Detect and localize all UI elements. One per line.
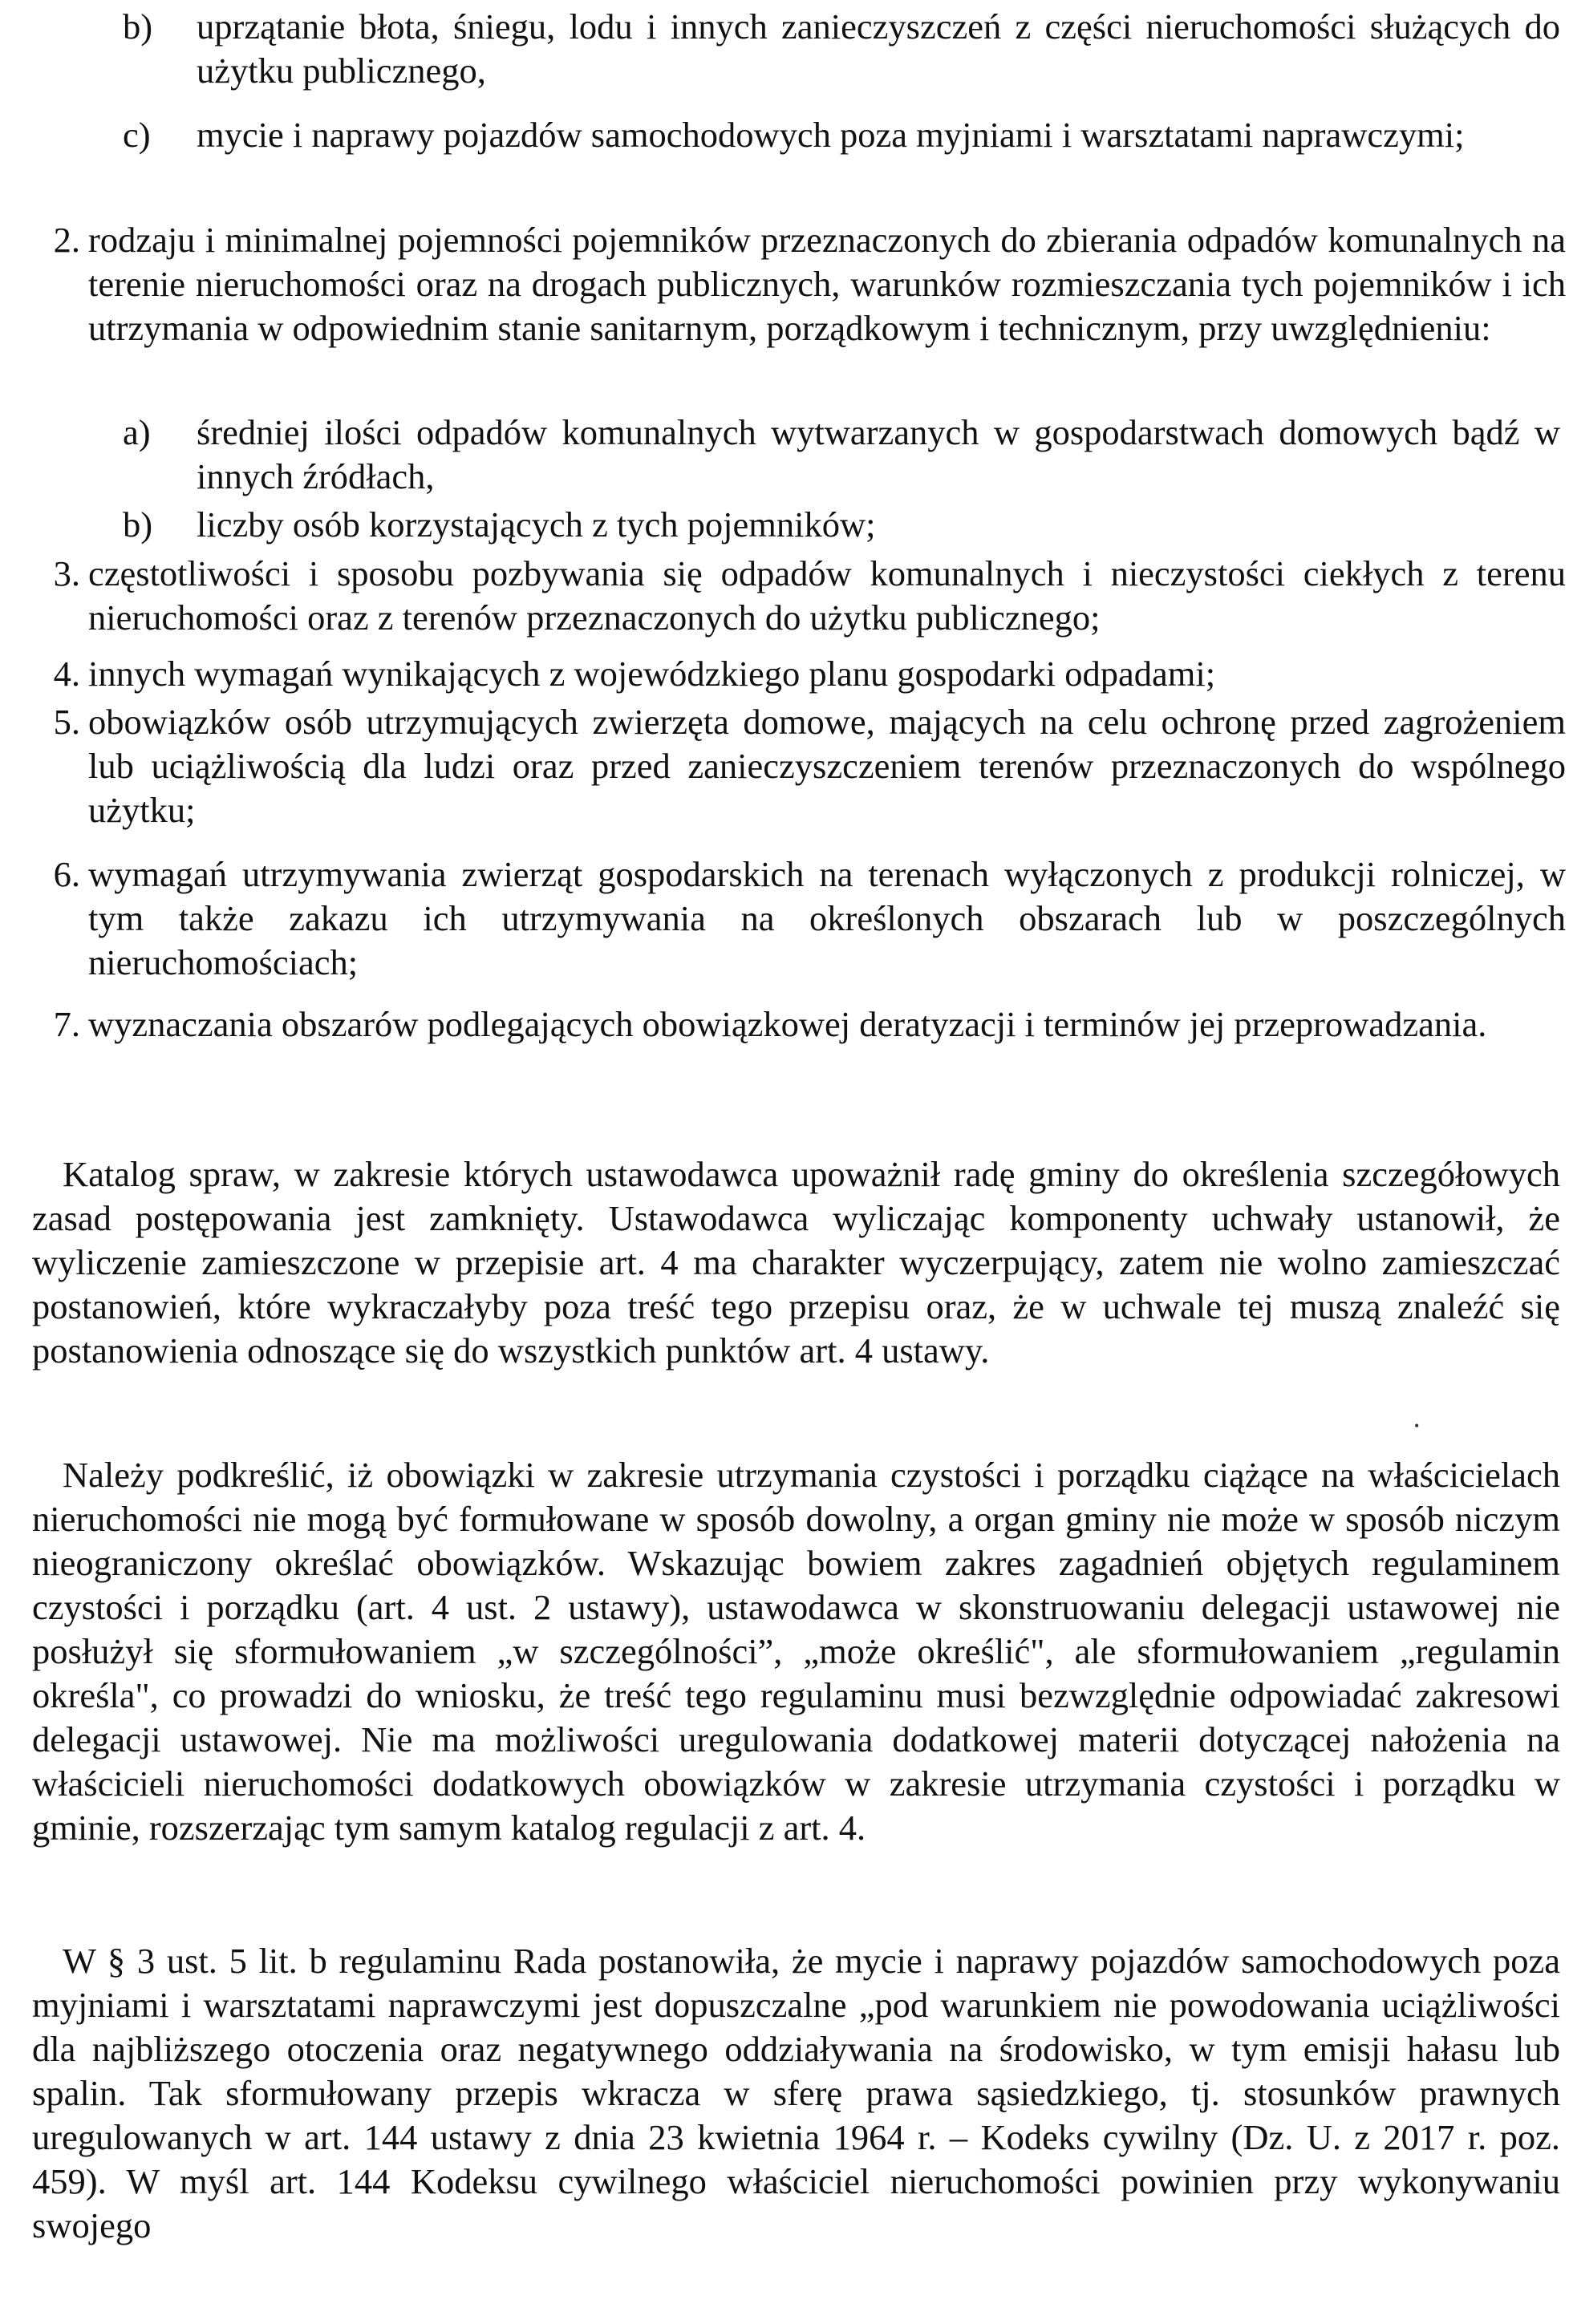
list-marker: 5. — [53, 702, 80, 742]
list-subitem-2a — [123, 411, 1560, 499]
list-text: wyznaczania obszarów podlegających obowiązkowej deratyzacji i terminów jej przeprowadzania. — [88, 1004, 1487, 1044]
list-text: średniej ilości odpadów komunalnych wytwarzanych w gospodarstwach domowych bądź w innych źródłach, — [197, 412, 1560, 496]
paragraph-catalog: Katalog spraw, w zakresie których ustawodawca upoważnił radę gminy do określenia szczegółowych zasad postępowania jest zamknięty. Ustawodawca wyliczając komponenty uchwały ustanowił, że wyliczenie zamieszczone w przepisie art. 4 ma charakter wyczerpujący, zatem nie wolno zamieszczać postanowień, które wykraczałyby poza treść tego przepisu oraz, że w uchwale tej muszą znaleźć się postanowienia odnoszące się do wszystkich punktów art. 4 ustawy. — [32, 1154, 1560, 1371]
list-item-3 — [53, 552, 1566, 640]
list-marker: 3. — [53, 553, 80, 593]
list-marker: b) — [123, 504, 153, 545]
list-text: uprzątanie błota, śniegu, lodu i innych zanieczyszczeń z części nieruchomości służących do użytku publicznego, — [197, 6, 1560, 91]
list-subitem-2b — [123, 503, 1560, 547]
list-text: wymagań utrzymywania zwierząt gospodarskich na terenach wyłączonych z produkcji rolniczej, w tym także zakazu ich utrzymywania na określonych obszarach lub w poszczególnych nieruchomościach; — [88, 854, 1566, 982]
list-subitem-b-top — [123, 5, 1560, 93]
list-text: obowiązków osób utrzymujących zwierzęta domowe, mających na celu ochronę przed zagrożeniem lub uciążliwością dla ludzi oraz przed zanieczyszczeniem terenów przeznaczonych do wspólnego użytku; — [88, 702, 1566, 830]
list-text: częstotliwości i sposobu pozbywania się odpadów komunalnych i nieczystości ciekłych z terenu nieruchomości oraz z terenów przeznaczonych do użytku publicznego; — [88, 553, 1566, 638]
list-item-2 — [53, 218, 1566, 350]
list-marker: 4. — [53, 654, 80, 694]
list-subitem-c-top — [123, 113, 1560, 157]
list-marker: c) — [123, 115, 151, 155]
scan-speck: • — [1414, 1418, 1420, 1434]
paragraph-section-3: W § 3 ust. 5 lit. b regulaminu Rada postanowiła, że mycie i naprawy pojazdów samochodowych poza myjniami i warsztatami naprawczymi jest dopuszczalne „pod warunkiem nie powodowania uciążliwości dla najbliższego otoczenia oraz negatywnego oddziaływania na środowisko, w tym emisji hałasu lub spalin. Tak sformułowany przepis wkracza w sferę prawa sąsiedzkiego, tj. stosunków prawnych uregulowanych w art. 144 ustawy z dnia 23 kwietnia 1964 r. – Kodeks cywilny (Dz. U. z 2017 r. poz. 459). W myśl art. 144 Kodeksu cywilnego właściciel nieruchomości powinien przy wykonywaniu swojego — [32, 1941, 1560, 2245]
list-text: mycie i naprawy pojazdów samochodowych poza myjniami i warsztatami naprawczymi; — [197, 115, 1465, 155]
list-item-7 — [53, 1002, 1566, 1047]
list-text: liczby osób korzystających z tych pojemników; — [197, 504, 876, 545]
list-item-5 — [53, 700, 1566, 832]
list-marker: 6. — [53, 854, 80, 894]
list-marker: 2. — [53, 220, 80, 260]
list-marker: 7. — [53, 1004, 80, 1044]
list-item-6 — [53, 852, 1566, 985]
list-text: innych wymagań wynikających z wojewódzkiego planu gospodarki odpadami; — [88, 654, 1216, 694]
paragraph-obligations: Należy podkreślić, iż obowiązki w zakresie utrzymania czystości i porządku ciążące na właścicielach nieruchomości nie mogą być formułowane w sposób dowolny, a organ gminy nie może w sposób niczym nieograniczony określać obowiązków. Wskazując bowiem zakres zagadnień objętych regulaminem czystości i porządku (art. 4 ust. 2 ustawy), ustawodawca w skonstruowaniu delegacji ustawowej nie posłużył się sformułowaniem „w szczególności”, „może określić", ale sformułowaniem „regulamin określa", co prowadzi do wniosku, że treść tego regulaminu musi bezwzględnie odpowiadać zakresowi delegacji ustawowej. Nie ma możliwości uregulowania dodatkowej materii dotyczącej nałożenia na właścicieli nieruchomości dodatkowych obowiązków w zakresie utrzymania czystości i porządku w gminie, rozszerzając tym samym katalog regulacji z art. 4. — [32, 1455, 1560, 1848]
list-item-4 — [53, 652, 1566, 696]
list-text: rodzaju i minimalnej pojemności pojemników przeznaczonych do zbierania odpadów komunalnych na terenie nieruchomości oraz na drogach publicznych, warunków rozmieszczania tych pojemników i ich utrzymania w odpowiednim stanie sanitarnym, porządkowym i technicznym, przy uwzględnieniu: — [88, 220, 1566, 348]
list-marker: a) — [123, 412, 151, 452]
list-marker: b) — [123, 6, 153, 47]
